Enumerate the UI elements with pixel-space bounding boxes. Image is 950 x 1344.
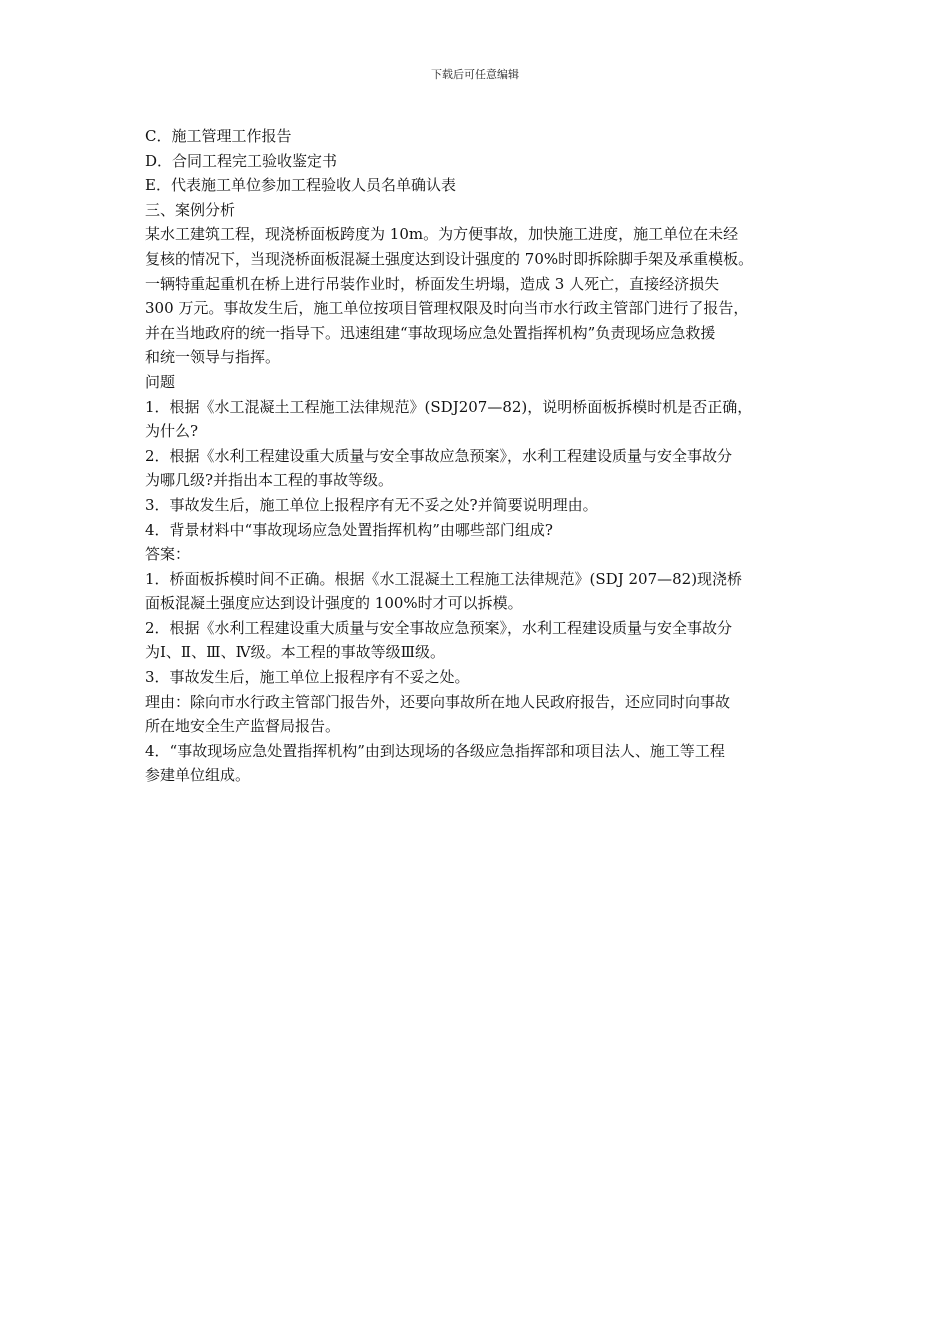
answer-line: 2．根据《水利工程建设重大质量与安全事故应急预案》，水利工程建设质量与安全事故分 <box>145 618 733 637</box>
answer-line: 4．“事故现场应急处置指挥机构”由到达现场的各级应急指挥部和项目法人、施工等工程 <box>145 741 725 760</box>
document-body <box>145 124 810 788</box>
case-text-line: 并在当地政府的统一指导下。迅速组建“事故现场应急处置指挥机构”负责现场应急救援 <box>145 323 716 342</box>
answer-line: 为Ⅰ、Ⅱ、Ⅲ、Ⅳ级。本工程的事故等级Ⅲ级。 <box>145 643 446 662</box>
page-header: 下载后可任意编辑 <box>431 68 519 81</box>
option-c: C．施工管理工作报告 <box>145 127 292 145</box>
case-text-line: 某水工建筑工程，现浇桥面板跨度为 10m。为方便事故，加快施工进度，施工单位在未经 <box>145 225 739 244</box>
answer-line: 3．事故发生后，施工单位上报程序有不妥之处。 <box>145 668 470 687</box>
case-text-line: 复核的情况下，当现浇桥面板混凝土强度达到设计强度的 70%时即拆除脚手架及承重模板。 <box>145 249 754 268</box>
question-line: 为哪几级?并指出本工程的事故等级。 <box>145 471 394 490</box>
answer-line: 参建单位组成。 <box>145 766 251 785</box>
case-text-line: 300 万元。事故发生后，施工单位按项目管理权限及时向当市水行政主管部门进行了报告， <box>145 299 749 318</box>
answer-line: 面板混凝土强度应达到设计强度的 100%时才可以拆模。 <box>145 594 523 613</box>
answer-line: 理由：除向市水行政主管部门报告外，还要向事故所在地人民政府报告，还应同时向事故 <box>145 692 731 711</box>
answer-line: 1．桥面板拆模时间不正确。根据《水工混凝土工程施工法律规范》(SDJ 207—82)现浇桥 <box>145 569 743 588</box>
option-d: D．合同工程完工验收鉴定书 <box>145 151 338 170</box>
answer-line: 所在地安全生产监督局报告。 <box>145 717 341 736</box>
question-line: 3．事故发生后，施工单位上报程序有无不妥之处?并简要说明理由。 <box>145 495 598 514</box>
question-line: 2．根据《水利工程建设重大质量与安全事故应急预案》，水利工程建设质量与安全事故分 <box>145 446 733 465</box>
question-line: 4．背景材料中“事故现场应急处置指挥机构”由哪些部门组成? <box>145 520 553 539</box>
question-line: 1．根据《水工混凝土工程施工法律规范》(SDJ207—82)，说明桥面板拆模时机是否正确， <box>145 397 753 416</box>
option-e: E．代表施工单位参加工程验收人员名单确认表 <box>145 176 456 195</box>
question-line: 为什么? <box>145 422 199 441</box>
answers-heading: 答案： <box>145 545 191 564</box>
questions-heading: 问题 <box>145 372 176 391</box>
section-heading: 三、案例分析 <box>145 200 236 219</box>
case-text-line: 和统一领导与指挥。 <box>145 348 281 367</box>
case-text-line: 一辆特重起重机在桥上进行吊装作业时，桥面发生坍塌，造成 3 人死亡，直接经济损失 <box>145 274 720 293</box>
